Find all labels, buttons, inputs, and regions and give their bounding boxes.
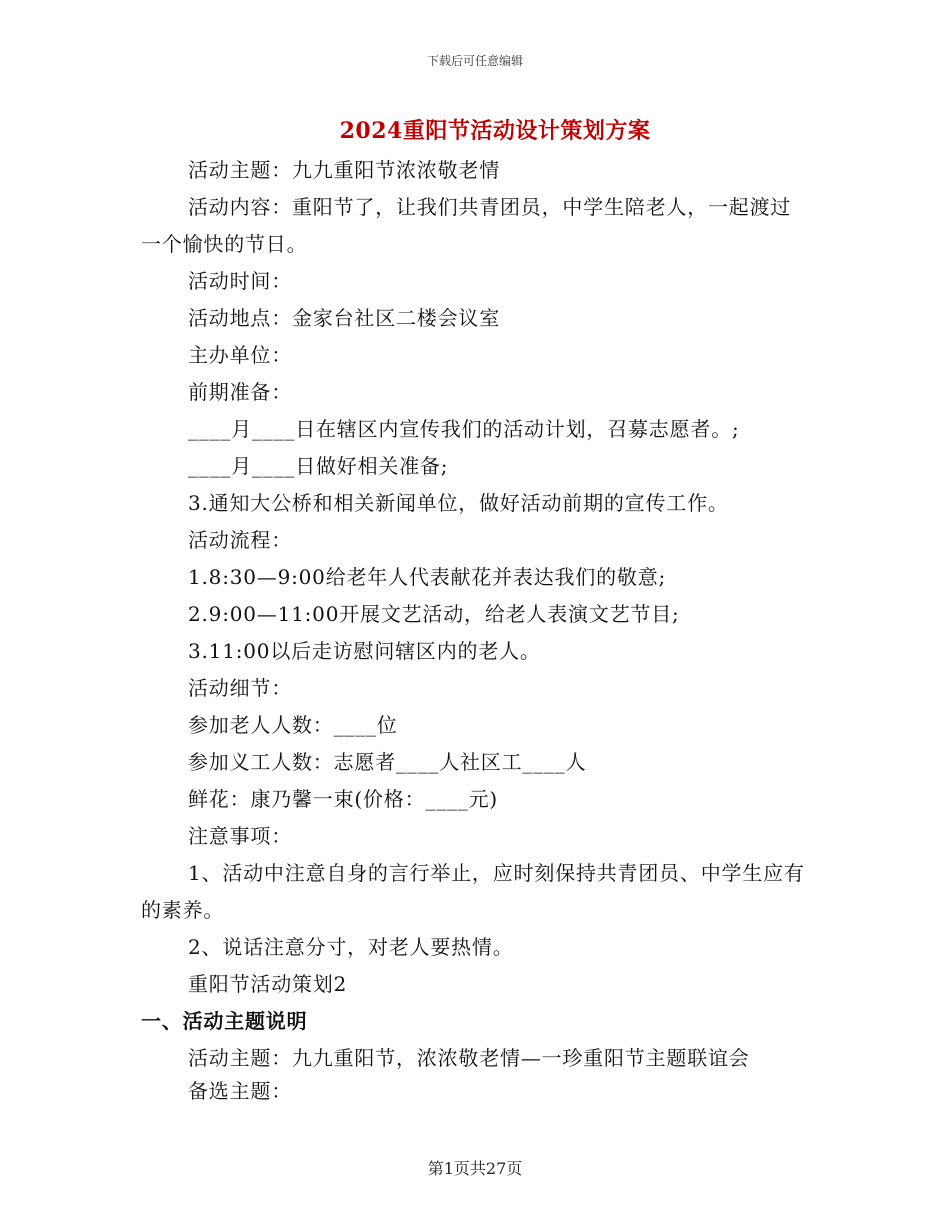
- page-header: 下载后可任意编辑: [426, 54, 523, 68]
- paragraph-elder-count: 参加老人人数：____位: [188, 713, 398, 737]
- paragraph-process-step-2: 2.9:00—11:00开展文艺活动，给老人表演文艺节目;: [188, 602, 680, 626]
- paragraph-location: 活动地点：金家台社区二楼会议室: [188, 306, 500, 330]
- paragraph-content: 活动内容：重阳节了，让我们共青团员，中学生陪老人，一起渡过一个愉快的节日。: [141, 195, 792, 256]
- paragraph-prep-step-3: 3.通知大公桥和相关新闻单位，做好活动前期的宣传工作。: [188, 491, 729, 515]
- paragraph-plan-2-title: 重阳节活动策划2: [188, 972, 348, 996]
- page-footer: 第1页共27页: [427, 1159, 523, 1178]
- paragraph-process-step-1: 1.8:30—9:00给老年人代表献花并表达我们的敬意;: [188, 565, 667, 589]
- paragraph-preparation: 前期准备：: [188, 380, 292, 404]
- paragraph-note-1: 1、活动中注意自身的言行举止，应时刻保持共青团员、中学生应有的素养。: [141, 861, 805, 922]
- paragraph-organizer: 主办单位：: [188, 343, 292, 367]
- paragraph-flowers: 鲜花：康乃馨一束(价格：____元): [188, 787, 499, 811]
- paragraph-time: 活动时间：: [188, 269, 292, 293]
- paragraph-process: 活动流程：: [188, 528, 292, 552]
- paragraph-details: 活动细节：: [188, 676, 292, 700]
- paragraph-theme-2: 活动主题：九九重阳节，浓浓敬老情—一珍重阳节主题联谊会: [188, 1046, 750, 1070]
- paragraph-prep-step-1: ____月____日在辖区内宣传我们的活动计划，召募志愿者。;: [188, 417, 740, 441]
- paragraph-alt-theme: 备选主题：: [188, 1079, 292, 1103]
- paragraph-prep-step-2: ____月____日做好相关准备;: [188, 454, 449, 478]
- paragraph-note-2: 2、说话注意分寸，对老人要热情。: [188, 935, 514, 959]
- paragraph-notes: 注意事项：: [188, 824, 292, 848]
- section-heading-theme: 一、活动主题说明: [141, 1009, 308, 1033]
- paragraph-theme: 活动主题：九九重阳节浓浓敬老情: [188, 158, 500, 182]
- paragraph-volunteer-count: 参加义工人数：志愿者____人社区工____人: [188, 750, 587, 774]
- paragraph-process-step-3: 3.11:00以后走访慰问辖区内的老人。: [188, 639, 541, 663]
- document-title: 2024重阳节活动设计策划方案: [339, 118, 651, 144]
- document-body: [141, 152, 811, 1105]
